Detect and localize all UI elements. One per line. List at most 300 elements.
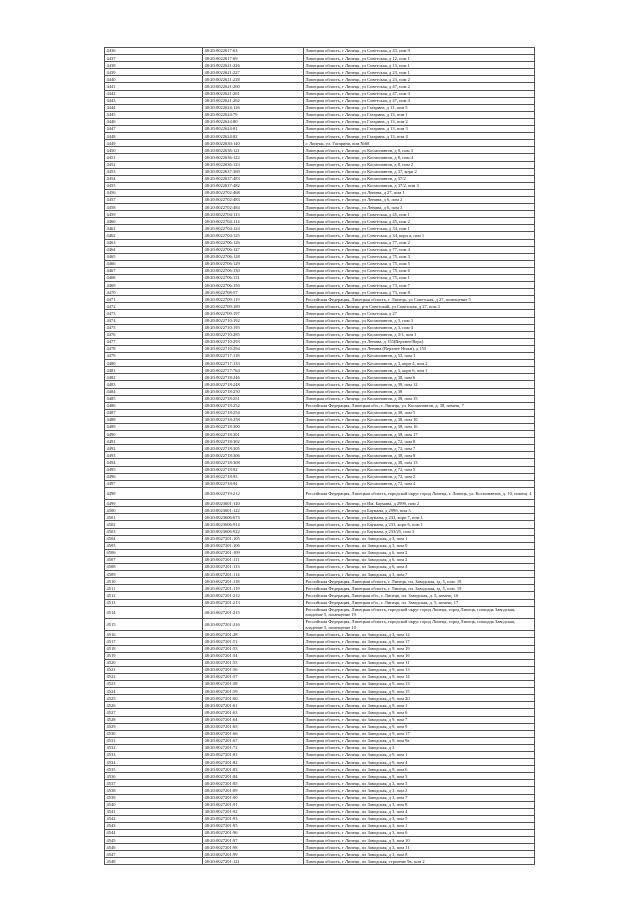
cadastral-number-cell: 48:20:0022709:189 bbox=[203, 303, 304, 310]
cadastral-number-cell: 48:20:0027201:65 bbox=[203, 723, 304, 730]
row-number-cell: 4530 bbox=[105, 730, 203, 737]
row-number-cell: 4548 bbox=[105, 858, 203, 865]
row-number-cell: 4492 bbox=[105, 445, 203, 452]
row-number-cell: 4464 bbox=[105, 246, 203, 253]
table-row bbox=[105, 564, 535, 571]
table-row bbox=[105, 794, 535, 801]
table-row bbox=[105, 338, 535, 345]
row-number-cell: 4462 bbox=[105, 232, 203, 239]
cadastral-number-cell: 48:20:0022702:484 bbox=[203, 204, 304, 211]
table-row bbox=[105, 416, 535, 423]
address-cell: Липецкая область, г Липецк, пл Заводская, д 9, пом 7 bbox=[304, 716, 535, 723]
row-number-cell: 4445 bbox=[105, 111, 203, 118]
table-row bbox=[105, 126, 535, 133]
table-row bbox=[105, 345, 535, 352]
cadastral-number-cell: 48:20:0027201:114 bbox=[203, 571, 304, 578]
cadastral-number-cell: 48:20:0022718:302 bbox=[203, 438, 304, 445]
address-cell: Липецкая область, г Липецк, ул Космонавтов, д 3, пом 3 bbox=[304, 317, 535, 324]
table-row bbox=[105, 535, 535, 542]
cadastral-number-cell: 48:20:0027201:105 bbox=[203, 535, 304, 542]
cadastral-number-cell: 48:20:0022710:192 bbox=[203, 317, 304, 324]
document-page bbox=[104, 47, 534, 865]
address-cell: Липецкая область, г Липецк, ул Баумана, д 233, корп 6, пом 1 bbox=[304, 521, 535, 528]
row-number-cell: 4500 bbox=[105, 507, 203, 514]
cadastral-number-cell: 48:20:0027201:93 bbox=[203, 815, 304, 822]
row-number-cell: 4534 bbox=[105, 759, 203, 766]
table-row bbox=[105, 507, 535, 514]
table-row bbox=[105, 438, 535, 445]
table-row bbox=[105, 104, 535, 111]
table-row bbox=[105, 473, 535, 480]
address-cell: Липецкая область, г Липецк, пл Заводская, д 9, пом 16 bbox=[304, 652, 535, 659]
table-row bbox=[105, 431, 535, 438]
cadastral-number-cell: 48:20:0022709:119 bbox=[203, 296, 304, 303]
table-row bbox=[105, 681, 535, 688]
cadastral-number-cell: 48:20:0027201:92 bbox=[203, 808, 304, 815]
address-cell: Липецкая область, г Липецк, пл Заводская, д 3, пом 1 bbox=[304, 535, 535, 542]
cadastral-number-cell: 48:20:0022704:113 bbox=[203, 211, 304, 218]
table-row bbox=[105, 133, 535, 140]
row-number-cell: 4528 bbox=[105, 716, 203, 723]
row-number-cell: 4498 bbox=[105, 487, 203, 499]
cadastral-number-cell: 48:20:0022706:150 bbox=[203, 282, 304, 289]
cadastral-number-cell: 48:20:0022704:124 bbox=[203, 225, 304, 232]
cadastral-number-cell: 48:20:0023606:673 bbox=[203, 514, 304, 521]
address-cell: Липецкая область, г Липецк, ул Советская, д 45, пом 1 bbox=[304, 211, 535, 218]
cadastral-number-cell: 48:20:0027201:111 bbox=[203, 556, 304, 563]
cadastral-number-cell: 48:20:0022617:69 bbox=[203, 55, 304, 62]
table-row bbox=[105, 374, 535, 381]
table-row bbox=[105, 69, 535, 76]
cadastral-number-cell: 48:20:0027201:90 bbox=[203, 794, 304, 801]
address-cell: Липецкая область, г Липецк, ул Космонавтов, д 37, корп 2 bbox=[304, 168, 535, 175]
cadastral-number-cell: 48:20:0022621:260 bbox=[203, 83, 304, 90]
table-row bbox=[105, 353, 535, 360]
row-number-cell: 4535 bbox=[105, 766, 203, 773]
row-number-cell: 4493 bbox=[105, 452, 203, 459]
address-cell: Липецкая область, г Липецк, пл Заводская, д 9, пом 11 bbox=[304, 659, 535, 666]
row-number-cell: 4468 bbox=[105, 275, 203, 282]
row-number-cell: 4531 bbox=[105, 737, 203, 744]
row-number-cell: 4507 bbox=[105, 556, 203, 563]
table-row bbox=[105, 487, 535, 499]
address-cell: Липецкая область, г Липецк, пл Заводская, д 9, пом 9а bbox=[304, 737, 535, 744]
table-row bbox=[105, 459, 535, 466]
table-row bbox=[105, 275, 535, 282]
cadastral-number-cell: 48:20:0027201:81 bbox=[203, 751, 304, 758]
row-number-cell: 4539 bbox=[105, 794, 203, 801]
cadastral-number-cell: 48:20:0027201:119 bbox=[203, 585, 304, 592]
cadastral-number-cell: 48:20:0022718:251 bbox=[203, 395, 304, 402]
row-number-cell: 4482 bbox=[105, 374, 203, 381]
address-cell: Липецкая область, г Липецк, пл Заводская, д 6, пом 2 bbox=[304, 556, 535, 563]
table-row bbox=[105, 218, 535, 225]
address-cell: Липецкая область, г Липецк, пл Заводская, д 9, пом 3 bbox=[304, 773, 535, 780]
address-cell: Липецкая область, г Липецк, ул Советская, д 73, пом 8 bbox=[304, 289, 535, 296]
address-cell: Липецкая область, г Липецк, ул Космонавтов, д 38, пом 5 bbox=[304, 409, 535, 416]
table-row bbox=[105, 645, 535, 652]
table-row bbox=[105, 48, 535, 55]
cadastral-number-cell: 48:20:0022708:57 bbox=[203, 289, 304, 296]
address-cell: Липецкая область, г Липецк, ул Советская, д 23, пом 1 bbox=[304, 69, 535, 76]
row-number-cell: 4542 bbox=[105, 815, 203, 822]
address-cell: Липецкая область, г Липецк, ул Советская, д 75, пом 6 bbox=[304, 267, 535, 274]
row-number-cell: 4456 bbox=[105, 189, 203, 196]
cadastral-number-cell: 48:20:0022718:301 bbox=[203, 431, 304, 438]
table-row bbox=[105, 55, 535, 62]
row-number-cell: 4466 bbox=[105, 260, 203, 267]
cadastral-number-cell: 48:20:0027201:66 bbox=[203, 730, 304, 737]
address-cell: Липецкая область, г Липецк, пл Заводская, д 9, пом 1 bbox=[304, 702, 535, 709]
cadastral-number-cell: 48:20:0023601:120 bbox=[203, 500, 304, 507]
row-number-cell: 4515 bbox=[105, 619, 203, 631]
cadastral-number-cell: 48:20:0022704:125 bbox=[203, 232, 304, 239]
table-row bbox=[105, 808, 535, 815]
row-number-cell: 4547 bbox=[105, 851, 203, 858]
cadastral-number-cell: 48:20:0022702:483 bbox=[203, 196, 304, 203]
table-row bbox=[105, 631, 535, 638]
table-row bbox=[105, 695, 535, 702]
row-number-cell: 4504 bbox=[105, 535, 203, 542]
cadastral-number-cell: 48:20:0022704:114 bbox=[203, 218, 304, 225]
row-number-cell: 4487 bbox=[105, 409, 203, 416]
table-row bbox=[105, 730, 535, 737]
table-row bbox=[105, 76, 535, 83]
row-number-cell: 4461 bbox=[105, 225, 203, 232]
row-number-cell: 4440 bbox=[105, 76, 203, 83]
address-cell: Липецкая область, г Липецк, ул Ленина, д 155(Верхнее/Верх) bbox=[304, 338, 535, 345]
row-number-cell: 4469 bbox=[105, 282, 203, 289]
row-number-cell: 4479 bbox=[105, 353, 203, 360]
address-cell: Липецкая область, г Липецк, ул Космонавтов, д 72, пом 4 bbox=[304, 480, 535, 487]
address-cell: Липецкая область, г Липецк, ул Космонавтов, д 38, пом 12 bbox=[304, 381, 535, 388]
address-cell: Липецкая область, г Липецк, ул Космонавтов, д 8, пом 3 bbox=[304, 147, 535, 154]
row-number-cell: 4471 bbox=[105, 296, 203, 303]
table-row bbox=[105, 619, 535, 631]
row-number-cell: 4455 bbox=[105, 182, 203, 189]
cadastral-number-cell: 48:20:0027201:61 bbox=[203, 702, 304, 709]
table-row bbox=[105, 702, 535, 709]
table-row bbox=[105, 246, 535, 253]
table-row bbox=[105, 723, 535, 730]
table-row bbox=[105, 97, 535, 104]
cadastral-number-cell: 48:20:0027201:55 bbox=[203, 659, 304, 666]
property-register-table bbox=[104, 47, 535, 865]
row-number-cell: 4484 bbox=[105, 388, 203, 395]
cadastral-number-cell: 48:20:0022718:306 bbox=[203, 452, 304, 459]
address-cell: Липецкая область, г Липецк, пл Заводская, д 9, пом 20 bbox=[304, 695, 535, 702]
table-row bbox=[105, 324, 535, 331]
address-cell: Липецкая область, г Липецк, пл Заводская, д 6, пом 4 bbox=[304, 564, 535, 571]
cadastral-number-cell: 48:20:0027201:99 bbox=[203, 851, 304, 858]
cadastral-number-cell: 48:20:0027201:84 bbox=[203, 773, 304, 780]
row-number-cell: 4506 bbox=[105, 549, 203, 556]
table-row bbox=[105, 317, 535, 324]
cadastral-number-cell: 48:20:0022718:300 bbox=[203, 423, 304, 430]
address-cell: Липецкая область, г Липецк, ул Космонавтов, д 8, пом 2 bbox=[304, 161, 535, 168]
cadastral-number-cell: 48:20:0022706:126 bbox=[203, 239, 304, 246]
address-cell: Липецкая область, г Липецк, ул Ленина, д 27, пом 1 bbox=[304, 189, 535, 196]
table-row bbox=[105, 282, 535, 289]
cadastral-number-cell: 48:20:0023606:914 bbox=[203, 521, 304, 528]
table-row bbox=[105, 578, 535, 585]
cadastral-number-cell: 48:20:0027201:212 bbox=[203, 592, 304, 599]
table-row bbox=[105, 556, 535, 563]
row-number-cell: 4470 bbox=[105, 289, 203, 296]
row-number-cell: 4437 bbox=[105, 55, 203, 62]
row-number-cell: 4472 bbox=[105, 303, 203, 310]
cadastral-number-cell: 48:20:0027201:215 bbox=[203, 606, 304, 618]
table-row bbox=[105, 83, 535, 90]
cadastral-number-cell: 48:20:0027201:83 bbox=[203, 766, 304, 773]
address-cell: Липецкая область, г Липецк, пл Заводская, д 9, пом 4 bbox=[304, 759, 535, 766]
cadastral-number-cell: 48:20:0027201:57 bbox=[203, 673, 304, 680]
address-cell: Липецкая область, г Липецк, пл Заводская, д 6, пом 2 bbox=[304, 549, 535, 556]
row-number-cell: 4533 bbox=[105, 751, 203, 758]
row-number-cell: 4490 bbox=[105, 431, 203, 438]
row-number-cell: 4443 bbox=[105, 97, 203, 104]
cadastral-number-cell: 48:20:0027201:58 bbox=[203, 681, 304, 688]
cadastral-number-cell: 48:20:0027201:113 bbox=[203, 564, 304, 571]
table-row bbox=[105, 367, 535, 374]
row-number-cell: 4526 bbox=[105, 702, 203, 709]
address-cell: Липецкая область, г Липецк, ул Баумана, д 299б, пом 3 bbox=[304, 507, 535, 514]
address-cell: Липецкая область, г Липецк, ул Баумана, д 233, корп 7, пом 1 bbox=[304, 514, 535, 521]
row-number-cell: 4537 bbox=[105, 780, 203, 787]
table-row bbox=[105, 232, 535, 239]
row-number-cell: 4463 bbox=[105, 239, 203, 246]
row-number-cell: 4442 bbox=[105, 90, 203, 97]
cadastral-number-cell: 48:20:0022621:261 bbox=[203, 90, 304, 97]
cadastral-number-cell: 48:20:0022621:226 bbox=[203, 62, 304, 69]
cadastral-number-cell: 48:20:0027201:67 bbox=[203, 737, 304, 744]
table-row bbox=[105, 296, 535, 303]
table-row bbox=[105, 154, 535, 161]
cadastral-number-cell: 48:20:0027201:121 bbox=[203, 858, 304, 865]
row-number-cell: 4491 bbox=[105, 438, 203, 445]
cadastral-number-cell: 48:20:0027201:95 bbox=[203, 822, 304, 829]
address-cell: Липецкая область, г Липецк, ул Гагарина, д 11, пом 5 bbox=[304, 104, 535, 111]
cadastral-number-cell: 48:20:0022718:93 bbox=[203, 473, 304, 480]
cadastral-number-cell: 48:20:0027201:60 bbox=[203, 695, 304, 702]
row-number-cell: 4473 bbox=[105, 310, 203, 317]
address-cell: Российская Федерация, Липецкая область, городской округ город Липецк, г. Липецк, ул. Космонавтов, д. 10, помещ. 4 bbox=[304, 487, 535, 499]
address-cell: Липецкая область, г Липецк, ул Космонавтов, д 3, корп 6, пом 1 bbox=[304, 367, 535, 374]
row-number-cell: 4513 bbox=[105, 599, 203, 606]
table-row bbox=[105, 466, 535, 473]
cadastral-number-cell: 48:20:0022706:131 bbox=[203, 275, 304, 282]
address-cell: Липецкая область, г Липецк, ул Космонавтов, д 72, пом 7 bbox=[304, 445, 535, 452]
row-number-cell: 4441 bbox=[105, 83, 203, 90]
address-cell: Липецкая область, г Липецк, ул Космонавтов, д 38 bbox=[304, 388, 535, 395]
table-row bbox=[105, 395, 535, 402]
address-cell: Липецкая область, г Липецк, пл Заводская, д 3, пом 1 bbox=[304, 822, 535, 829]
row-number-cell: 4503 bbox=[105, 528, 203, 535]
address-cell: Липецкая область, г Липецк, ул Советская, д 75, пом 5 bbox=[304, 260, 535, 267]
address-cell: Липецкая область, г Липецк, пл Заводская, д 3, пом 2 bbox=[304, 787, 535, 794]
table-row bbox=[105, 787, 535, 794]
row-number-cell: 4478 bbox=[105, 345, 203, 352]
table-row bbox=[105, 303, 535, 310]
cadastral-number-cell: 48:20:0022706:130 bbox=[203, 267, 304, 274]
table-row bbox=[105, 331, 535, 338]
table-row bbox=[105, 751, 535, 758]
cadastral-number-cell: 48:20:0027201:71 bbox=[203, 744, 304, 751]
row-number-cell: 4527 bbox=[105, 709, 203, 716]
row-number-cell: 4495 bbox=[105, 466, 203, 473]
cadastral-number-cell: 48:20:0022637:369 bbox=[203, 168, 304, 175]
cadastral-number-cell: 48:20:0022624:81 bbox=[203, 126, 304, 133]
table-row bbox=[105, 111, 535, 118]
row-number-cell: 4447 bbox=[105, 126, 203, 133]
cadastral-number-cell: 48:20:0022718:258 bbox=[203, 416, 304, 423]
row-number-cell: 4508 bbox=[105, 564, 203, 571]
address-cell: Липецкая область, г Липецк, пл Заводская, д 3, пом 4 bbox=[304, 808, 535, 815]
address-cell: Липецкая область, г Липецк, ул Советская, д 12, пом 1 bbox=[304, 55, 535, 62]
address-cell: Липецкая область, г Липецк, ул Советская, д 47, пом 2 bbox=[304, 83, 535, 90]
table-row bbox=[105, 182, 535, 189]
table-row bbox=[105, 267, 535, 274]
table-row bbox=[105, 822, 535, 829]
cadastral-number-cell: 48:20:0027201:82 bbox=[203, 759, 304, 766]
cadastral-number-cell: 48:20:0027201:118 bbox=[203, 578, 304, 585]
address-cell: Липецкая область, г Липецк, ул Космонавтов, д 38, пом 16 bbox=[304, 423, 535, 430]
table-row bbox=[105, 759, 535, 766]
cadastral-number-cell: 48:20:0027201:106 bbox=[203, 542, 304, 549]
row-number-cell: 4536 bbox=[105, 773, 203, 780]
row-number-cell: 4475 bbox=[105, 324, 203, 331]
row-number-cell: 4496 bbox=[105, 473, 203, 480]
address-cell: Липецкая область, г Липецк, ул Космонавтов, д 37/2, пом 3 bbox=[304, 182, 535, 189]
address-cell: Липецкая область, г Липецк, ул Советская, д 47, пом 3 bbox=[304, 90, 535, 97]
row-number-cell: 4451 bbox=[105, 154, 203, 161]
row-number-cell: 4512 bbox=[105, 592, 203, 599]
table-row bbox=[105, 716, 535, 723]
table-row bbox=[105, 766, 535, 773]
cadastral-number-cell: 48:20:0022637:483 bbox=[203, 175, 304, 182]
address-cell: Липецкая область, г Липецк, пл Заводская, д 3, пом 9 bbox=[304, 542, 535, 549]
address-cell: Липецкая область, г Липецк, ул Гагарина, д 13, пом 1 bbox=[304, 111, 535, 118]
table-row bbox=[105, 62, 535, 69]
row-number-cell: 4514 bbox=[105, 606, 203, 618]
table-row bbox=[105, 204, 535, 211]
table-row bbox=[105, 709, 535, 716]
row-number-cell: 4483 bbox=[105, 381, 203, 388]
address-cell: Липецкая область, г Липецк, пл Заводская, д 3, пом 5 bbox=[304, 780, 535, 787]
table-row bbox=[105, 168, 535, 175]
address-cell: Липецкая область, г Липецк, ул Гагарина, д 13, пом 4 bbox=[304, 133, 535, 140]
address-cell: Липецкая область, г Липецк, ул Космонавтов, д 3/1, пом 1 bbox=[304, 331, 535, 338]
cadastral-number-cell: 48:20:0022706:127 bbox=[203, 246, 304, 253]
cadastral-number-cell: 48:20:0022718:254 bbox=[203, 409, 304, 416]
address-cell: Липецкая область, г Липецк, ул Советская, д 47, пом 4 bbox=[304, 97, 535, 104]
table-row bbox=[105, 289, 535, 296]
row-number-cell: 4502 bbox=[105, 521, 203, 528]
table-row bbox=[105, 744, 535, 751]
row-number-cell: 4457 bbox=[105, 196, 203, 203]
cadastral-number-cell: 48:20:0027201:98 bbox=[203, 844, 304, 851]
cadastral-number-cell: 48:20:0022624:82 bbox=[203, 133, 304, 140]
cadastral-number-cell: 48:20:0022706:129 bbox=[203, 260, 304, 267]
row-number-cell: 4449 bbox=[105, 140, 203, 147]
address-cell: Липецкая область, г Липецк, пл Заводская, д 3, пом 7 bbox=[304, 571, 535, 578]
address-cell: Липецкая область, г Липецк, ул Космонавтов, д 72, пом 5 bbox=[304, 466, 535, 473]
table-row bbox=[105, 310, 535, 317]
table-row bbox=[105, 801, 535, 808]
row-number-cell: 4509 bbox=[105, 571, 203, 578]
cadastral-number-cell: 48:20:0022617:63 bbox=[203, 48, 304, 55]
address-cell: Липецкая область, г Липецк, ул Советская, д 75, пом 3 bbox=[304, 253, 535, 260]
address-cell: Липецкая область, г Липецк, р-н Советский, ул Советская, д 27, пом 3 bbox=[304, 303, 535, 310]
cadastral-number-cell: 48:20:0027201:97 bbox=[203, 837, 304, 844]
cadastral-number-cell: 48:20:0022636:121 bbox=[203, 147, 304, 154]
row-number-cell: 4476 bbox=[105, 331, 203, 338]
table-row bbox=[105, 599, 535, 606]
table-row bbox=[105, 521, 535, 528]
address-cell: Липецкая область, г Липецк, ул Советская, д 27 bbox=[304, 310, 535, 317]
row-number-cell: 4543 bbox=[105, 822, 203, 829]
row-number-cell: 4467 bbox=[105, 267, 203, 274]
table-row bbox=[105, 147, 535, 154]
cadastral-number-cell: 48:20:0022636:123 bbox=[203, 161, 304, 168]
address-cell: Липецкая область, г Липецк, ул Космонавтов, д 8, пом 4 bbox=[304, 154, 535, 161]
cadastral-number-cell: 48:20:0027201:96 bbox=[203, 830, 304, 837]
table-row bbox=[105, 737, 535, 744]
address-cell: Липецкая область, г Липецк, пл Заводская, д 3, пом 12 bbox=[304, 631, 535, 638]
table-row bbox=[105, 659, 535, 666]
address-cell: Липецкая область, г Липецк, ул Космонавтов, д 38, пом 13 bbox=[304, 459, 535, 466]
address-cell: Липецкая область, г Липецк, пл Заводская, д 9, пом 6 bbox=[304, 766, 535, 773]
cadastral-number-cell: 48:20:0023601:122 bbox=[203, 507, 304, 514]
cadastral-number-cell: 48:20:0027201:213 bbox=[203, 599, 304, 606]
row-number-cell: 4452 bbox=[105, 161, 203, 168]
table-row bbox=[105, 844, 535, 851]
address-cell: Липецкая область, г Липецк, ул Космонавтов, д 38, пом 17 bbox=[304, 431, 535, 438]
address-cell: Липецкая область, г Липецк, ул Им. Баумана, д 299б, пом 2 bbox=[304, 500, 535, 507]
address-cell: Липецкая область, г Липецк, ул Советская, д 77, пом 2 bbox=[304, 239, 535, 246]
row-number-cell: 4486 bbox=[105, 402, 203, 409]
row-number-cell: 4444 bbox=[105, 104, 203, 111]
row-number-cell: 4494 bbox=[105, 459, 203, 466]
cadastral-number-cell: 48:20:0022717:118 bbox=[203, 353, 304, 360]
table-row bbox=[105, 409, 535, 416]
cadastral-number-cell: 48:20:0022718:246 bbox=[203, 374, 304, 381]
cadastral-number-cell: 48:20:0022636:122 bbox=[203, 154, 304, 161]
row-number-cell: 4454 bbox=[105, 175, 203, 182]
row-number-cell: 4505 bbox=[105, 542, 203, 549]
row-number-cell: 4522 bbox=[105, 673, 203, 680]
table-row bbox=[105, 592, 535, 599]
address-cell: Липецкая область, г Липецк, ул Космонавтов, д 38, пом 10 bbox=[304, 416, 535, 423]
cadastral-number-cell: 48:20:0027201:216 bbox=[203, 619, 304, 631]
row-number-cell: 4521 bbox=[105, 666, 203, 673]
address-cell: Липецкая область, г Липецк, ул Советская, д 34, пом 1 bbox=[304, 225, 535, 232]
cadastral-number-cell: 48:20:0022718:94 bbox=[203, 480, 304, 487]
address-cell: Липецкая область, г Липецк, ул Космонавтов, д 3, пом 4 bbox=[304, 324, 535, 331]
row-number-cell: 4481 bbox=[105, 367, 203, 374]
address-cell: Российская Федерация, Липецкая область, г. Липецк, пл. Заводская, зд. 5, пом. 18 bbox=[304, 578, 535, 585]
row-number-cell: 4523 bbox=[105, 681, 203, 688]
row-number-cell: 4519 bbox=[105, 652, 203, 659]
address-cell: Липецкая область, г Липецк, пл Заводская, д 9, пом 13 bbox=[304, 681, 535, 688]
table-row bbox=[105, 260, 535, 267]
row-number-cell: 4510 bbox=[105, 578, 203, 585]
address-cell: Российская Федерация, Липецкая обл., г. Липецк, ул. Космонавтов, д. 38, помещ. 7 bbox=[304, 402, 535, 409]
cadastral-number-cell: 48:20:0022624:79 bbox=[203, 111, 304, 118]
table-row bbox=[105, 773, 535, 780]
table-row bbox=[105, 360, 535, 367]
cadastral-number-cell: 48:20:0027201:56 bbox=[203, 666, 304, 673]
